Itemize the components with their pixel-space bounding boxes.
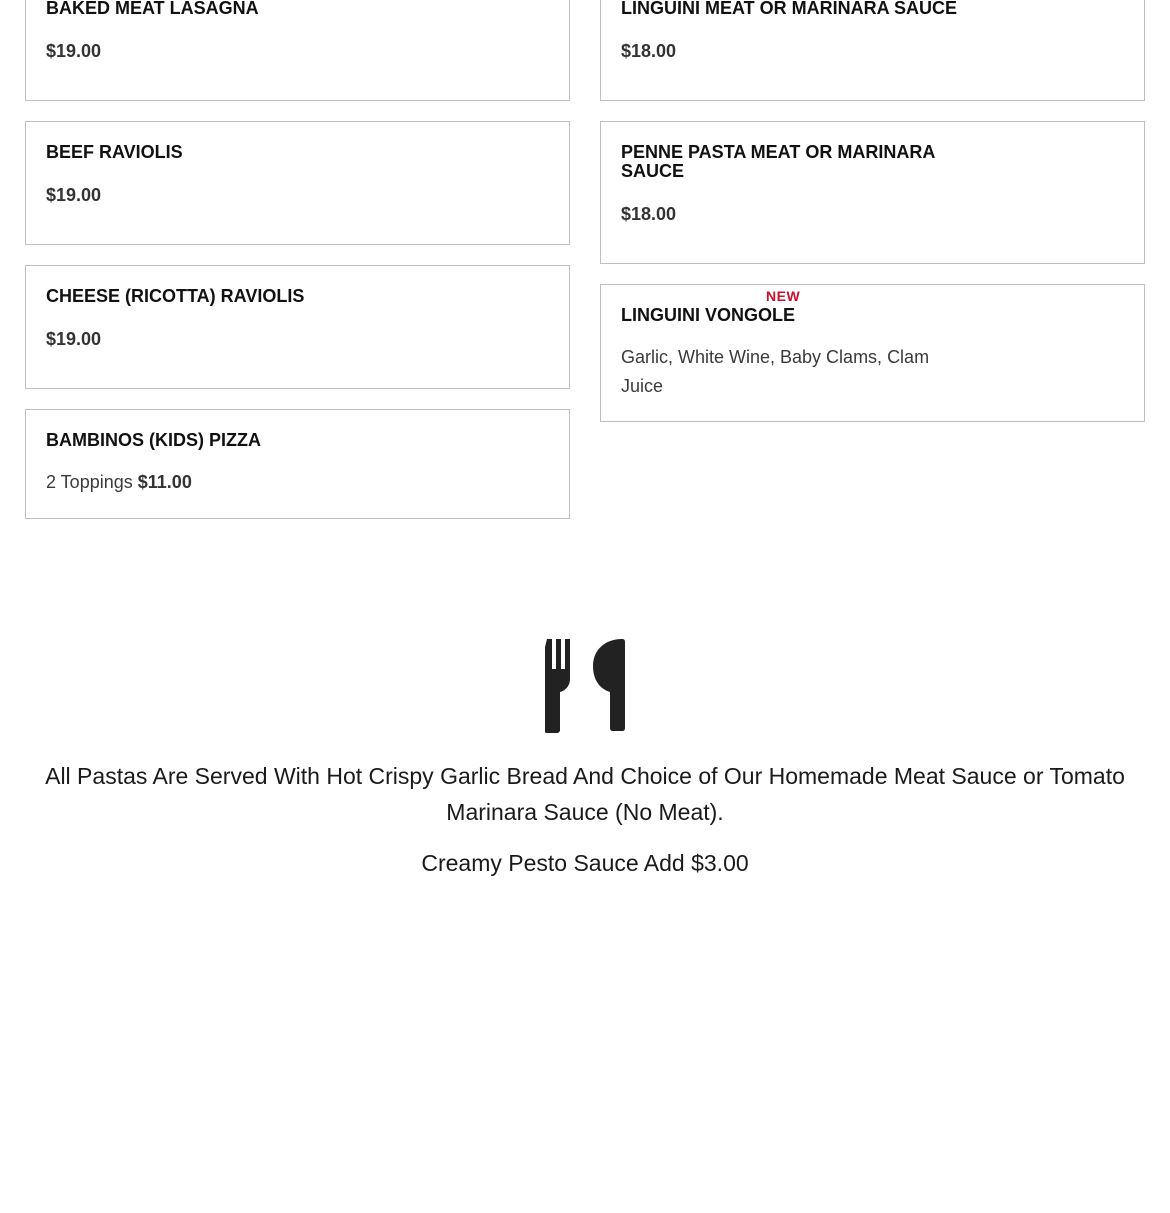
item-price: $19.00 xyxy=(46,185,102,205)
item-price: $18.00 xyxy=(621,41,677,61)
item-title: LINGUINI MEAT OR MARINARA SAUCE xyxy=(621,0,957,18)
item-description: Garlic, White Wine, Baby Clams, Clam Juice xyxy=(621,347,930,396)
item-title: BAMBINOS (KIDS) PIZZA xyxy=(46,430,261,450)
menu-item-card xyxy=(25,0,570,101)
pesto-addon-note: Creamy Pesto Sauce Add $3.00 xyxy=(421,850,749,876)
item-desc-prefix: 2 Toppings xyxy=(46,472,133,492)
menu-item-card xyxy=(25,265,570,389)
item-price: $19.00 xyxy=(46,329,102,349)
item-title: PENNE PASTA MEAT OR MARINARA SAUCE xyxy=(621,142,935,181)
item-title: CHEESE (RICOTTA) RAVIOLIS xyxy=(46,286,305,306)
item-title: LINGUINI VONGOLE xyxy=(621,305,796,325)
menu-item-card xyxy=(25,121,570,245)
menu-item-card xyxy=(600,121,1145,264)
item-title: BAKED MEAT LASAGNA xyxy=(46,0,259,18)
item-description xyxy=(46,468,376,497)
menu-item-card xyxy=(600,284,1145,422)
item-title: BEEF RAVIOLIS xyxy=(46,142,183,162)
pasta-serving-note: All Pastas Are Served With Hot Crispy Garlic Bread And Choice of Our Homemade Meat Sauce or Tomato Marinara Sauce (No Meat). xyxy=(45,763,1125,825)
fork-knife-icon xyxy=(545,637,627,733)
item-price: $18.00 xyxy=(621,204,677,224)
menu-item-card xyxy=(25,409,570,519)
item-price: $11.00 xyxy=(137,472,192,492)
new-badge: NEW xyxy=(766,288,801,304)
menu-item-card xyxy=(600,0,1145,101)
item-price: $19.00 xyxy=(46,41,102,61)
